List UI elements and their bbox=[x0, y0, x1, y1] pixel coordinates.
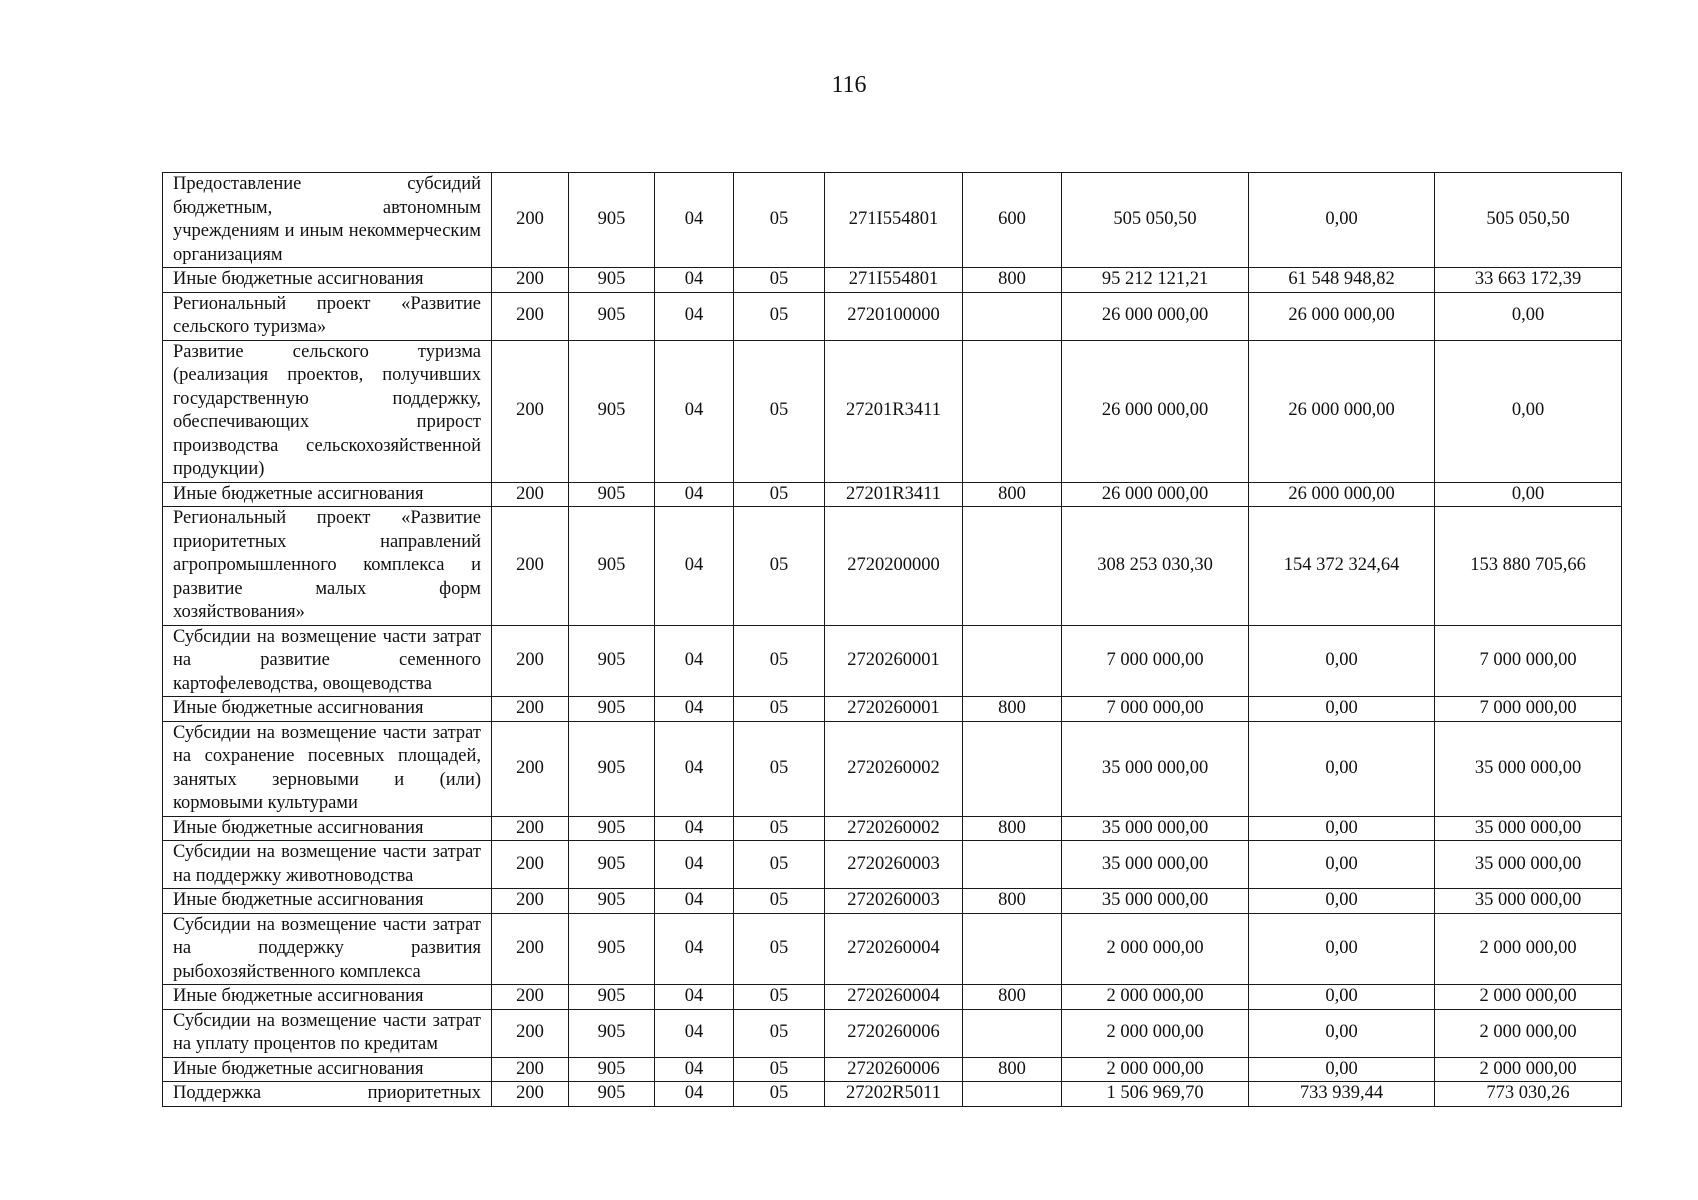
amount-federal-cell: 26 000 000,00 bbox=[1249, 482, 1435, 507]
subsection-code-cell: 05 bbox=[734, 1009, 825, 1057]
amount-federal-cell: 0,00 bbox=[1249, 985, 1435, 1010]
amount-federal-cell: 0,00 bbox=[1249, 721, 1435, 816]
section-code-cell: 200 bbox=[492, 1009, 569, 1057]
amount-total-cell: 35 000 000,00 bbox=[1062, 816, 1249, 841]
chapter-code-cell: 04 bbox=[655, 1009, 734, 1057]
amount-regional-cell: 33 663 172,39 bbox=[1435, 268, 1622, 293]
section-code-cell: 200 bbox=[492, 913, 569, 985]
table-row bbox=[163, 1082, 1622, 1107]
amount-federal-cell: 0,00 bbox=[1249, 889, 1435, 914]
target-article-cell: 2720260002 bbox=[825, 721, 963, 816]
target-article-cell: 271I554801 bbox=[825, 173, 963, 268]
ministry-code-cell: 905 bbox=[569, 889, 655, 914]
amount-federal-cell: 0,00 bbox=[1249, 173, 1435, 268]
section-code-cell: 200 bbox=[492, 482, 569, 507]
amount-federal-cell: 0,00 bbox=[1249, 841, 1435, 889]
expense-type-cell: 600 bbox=[963, 173, 1062, 268]
chapter-code-cell: 04 bbox=[655, 507, 734, 626]
section-code-cell: 200 bbox=[492, 841, 569, 889]
target-article-cell: 2720200000 bbox=[825, 507, 963, 626]
item-name-cell: Иные бюджетные ассигнования bbox=[163, 268, 492, 293]
section-code-cell: 200 bbox=[492, 507, 569, 626]
item-name-cell: Развитие сельского туризма (реализация проектов, получивших государственную поддержку, обеспечивающих прирост производства сельскохозяйственной продукции) bbox=[163, 340, 492, 482]
amount-total-cell: 2 000 000,00 bbox=[1062, 1057, 1249, 1082]
target-article-cell: 2720260002 bbox=[825, 816, 963, 841]
item-name-cell: Субсидии на возмещение части затрат на поддержку животноводства bbox=[163, 841, 492, 889]
expense-type-cell bbox=[963, 1009, 1062, 1057]
amount-regional-cell: 35 000 000,00 bbox=[1435, 889, 1622, 914]
target-article-cell: 2720260004 bbox=[825, 913, 963, 985]
item-name-cell: Иные бюджетные ассигнования bbox=[163, 889, 492, 914]
item-name-cell: Субсидии на возмещение части затрат на поддержку развития рыбохозяйственного комплекса bbox=[163, 913, 492, 985]
subsection-code-cell: 05 bbox=[734, 292, 825, 340]
expense-type-cell bbox=[963, 340, 1062, 482]
ministry-code-cell: 905 bbox=[569, 292, 655, 340]
table-row bbox=[163, 697, 1622, 722]
section-code-cell: 200 bbox=[492, 816, 569, 841]
ministry-code-cell: 905 bbox=[569, 1009, 655, 1057]
amount-federal-cell: 0,00 bbox=[1249, 625, 1435, 697]
subsection-code-cell: 05 bbox=[734, 816, 825, 841]
subsection-code-cell: 05 bbox=[734, 173, 825, 268]
ministry-code-cell: 905 bbox=[569, 1082, 655, 1107]
chapter-code-cell: 04 bbox=[655, 1057, 734, 1082]
ministry-code-cell: 905 bbox=[569, 482, 655, 507]
amount-regional-cell: 7 000 000,00 bbox=[1435, 625, 1622, 697]
chapter-code-cell: 04 bbox=[655, 292, 734, 340]
amount-federal-cell: 0,00 bbox=[1249, 1009, 1435, 1057]
amount-total-cell: 35 000 000,00 bbox=[1062, 721, 1249, 816]
section-code-cell: 200 bbox=[492, 1057, 569, 1082]
ministry-code-cell: 905 bbox=[569, 625, 655, 697]
chapter-code-cell: 04 bbox=[655, 985, 734, 1010]
amount-regional-cell: 2 000 000,00 bbox=[1435, 913, 1622, 985]
target-article-cell: 2720260001 bbox=[825, 697, 963, 722]
expense-type-cell bbox=[963, 625, 1062, 697]
chapter-code-cell: 04 bbox=[655, 913, 734, 985]
expense-type-cell bbox=[963, 292, 1062, 340]
amount-regional-cell: 0,00 bbox=[1435, 292, 1622, 340]
chapter-code-cell: 04 bbox=[655, 721, 734, 816]
expense-type-cell: 800 bbox=[963, 697, 1062, 722]
amount-total-cell: 505 050,50 bbox=[1062, 173, 1249, 268]
chapter-code-cell: 04 bbox=[655, 697, 734, 722]
chapter-code-cell: 04 bbox=[655, 482, 734, 507]
expense-type-cell: 800 bbox=[963, 985, 1062, 1010]
ministry-code-cell: 905 bbox=[569, 816, 655, 841]
ministry-code-cell: 905 bbox=[569, 340, 655, 482]
target-article-cell: 2720260004 bbox=[825, 985, 963, 1010]
table-row bbox=[163, 1057, 1622, 1082]
subsection-code-cell: 05 bbox=[734, 507, 825, 626]
target-article-cell: 27201R3411 bbox=[825, 340, 963, 482]
section-code-cell: 200 bbox=[492, 268, 569, 293]
table-row bbox=[163, 625, 1622, 697]
amount-total-cell: 7 000 000,00 bbox=[1062, 697, 1249, 722]
amount-regional-cell: 2 000 000,00 bbox=[1435, 1009, 1622, 1057]
section-code-cell: 200 bbox=[492, 985, 569, 1010]
table-row bbox=[163, 292, 1622, 340]
table-row bbox=[163, 985, 1622, 1010]
amount-total-cell: 26 000 000,00 bbox=[1062, 292, 1249, 340]
item-name-cell: Предоставление субсидий бюджетным, автономным учреждениям и иным некоммерческим организациям bbox=[163, 173, 492, 268]
expense-type-cell: 800 bbox=[963, 268, 1062, 293]
table-row bbox=[163, 268, 1622, 293]
subsection-code-cell: 05 bbox=[734, 721, 825, 816]
item-name-cell: Поддержка приоритетных bbox=[163, 1082, 492, 1107]
ministry-code-cell: 905 bbox=[569, 985, 655, 1010]
amount-total-cell: 1 506 969,70 bbox=[1062, 1082, 1249, 1107]
item-name-cell: Субсидии на возмещение части затрат на сохранение посевных площадей, занятых зерновыми и (или) кормовыми культурами bbox=[163, 721, 492, 816]
expense-type-cell bbox=[963, 841, 1062, 889]
chapter-code-cell: 04 bbox=[655, 173, 734, 268]
expense-type-cell: 800 bbox=[963, 1057, 1062, 1082]
subsection-code-cell: 05 bbox=[734, 482, 825, 507]
amount-regional-cell: 35 000 000,00 bbox=[1435, 841, 1622, 889]
target-article-cell: 27201R3411 bbox=[825, 482, 963, 507]
subsection-code-cell: 05 bbox=[734, 625, 825, 697]
item-name-cell: Иные бюджетные ассигнования bbox=[163, 1057, 492, 1082]
target-article-cell: 2720100000 bbox=[825, 292, 963, 340]
amount-federal-cell: 154 372 324,64 bbox=[1249, 507, 1435, 626]
ministry-code-cell: 905 bbox=[569, 697, 655, 722]
item-name-cell: Региональный проект «Развитие приоритетных направлений агропромышленного комплекса и развитие малых форм хозяйствования» bbox=[163, 507, 492, 626]
table-row bbox=[163, 913, 1622, 985]
amount-regional-cell: 2 000 000,00 bbox=[1435, 985, 1622, 1010]
target-article-cell: 2720260006 bbox=[825, 1057, 963, 1082]
amount-total-cell: 308 253 030,30 bbox=[1062, 507, 1249, 626]
ministry-code-cell: 905 bbox=[569, 173, 655, 268]
amount-regional-cell: 0,00 bbox=[1435, 482, 1622, 507]
item-name-cell: Региональный проект «Развитие сельского туризма» bbox=[163, 292, 492, 340]
table-row bbox=[163, 507, 1622, 626]
subsection-code-cell: 05 bbox=[734, 889, 825, 914]
chapter-code-cell: 04 bbox=[655, 340, 734, 482]
item-name-cell: Иные бюджетные ассигнования bbox=[163, 985, 492, 1010]
subsection-code-cell: 05 bbox=[734, 268, 825, 293]
amount-regional-cell: 0,00 bbox=[1435, 340, 1622, 482]
amount-federal-cell: 0,00 bbox=[1249, 1057, 1435, 1082]
target-article-cell: 2720260006 bbox=[825, 1009, 963, 1057]
amount-total-cell: 2 000 000,00 bbox=[1062, 985, 1249, 1010]
amount-federal-cell: 0,00 bbox=[1249, 697, 1435, 722]
table-row bbox=[163, 721, 1622, 816]
section-code-cell: 200 bbox=[492, 697, 569, 722]
ministry-code-cell: 905 bbox=[569, 913, 655, 985]
chapter-code-cell: 04 bbox=[655, 268, 734, 293]
amount-regional-cell: 773 030,26 bbox=[1435, 1082, 1622, 1107]
section-code-cell: 200 bbox=[492, 625, 569, 697]
table-row bbox=[163, 340, 1622, 482]
amount-total-cell: 7 000 000,00 bbox=[1062, 625, 1249, 697]
amount-regional-cell: 35 000 000,00 bbox=[1435, 816, 1622, 841]
section-code-cell: 200 bbox=[492, 1082, 569, 1107]
ministry-code-cell: 905 bbox=[569, 507, 655, 626]
item-name-cell: Иные бюджетные ассигнования bbox=[163, 697, 492, 722]
amount-total-cell: 35 000 000,00 bbox=[1062, 841, 1249, 889]
table-row bbox=[163, 482, 1622, 507]
amount-federal-cell: 26 000 000,00 bbox=[1249, 292, 1435, 340]
amount-federal-cell: 61 548 948,82 bbox=[1249, 268, 1435, 293]
amount-total-cell: 2 000 000,00 bbox=[1062, 1009, 1249, 1057]
item-name-cell: Иные бюджетные ассигнования bbox=[163, 482, 492, 507]
ministry-code-cell: 905 bbox=[569, 268, 655, 293]
page-number: 116 bbox=[831, 72, 867, 98]
chapter-code-cell: 04 bbox=[655, 889, 734, 914]
table-row bbox=[163, 816, 1622, 841]
chapter-code-cell: 04 bbox=[655, 816, 734, 841]
ministry-code-cell: 905 bbox=[569, 841, 655, 889]
table-row bbox=[163, 173, 1622, 268]
expense-type-cell bbox=[963, 913, 1062, 985]
table-row bbox=[163, 889, 1622, 914]
chapter-code-cell: 04 bbox=[655, 1082, 734, 1107]
ministry-code-cell: 905 bbox=[569, 721, 655, 816]
amount-total-cell: 26 000 000,00 bbox=[1062, 482, 1249, 507]
amount-total-cell: 35 000 000,00 bbox=[1062, 889, 1249, 914]
table-row bbox=[163, 841, 1622, 889]
ministry-code-cell: 905 bbox=[569, 1057, 655, 1082]
section-code-cell: 200 bbox=[492, 721, 569, 816]
target-article-cell: 2720260001 bbox=[825, 625, 963, 697]
amount-regional-cell: 2 000 000,00 bbox=[1435, 1057, 1622, 1082]
chapter-code-cell: 04 bbox=[655, 625, 734, 697]
section-code-cell: 200 bbox=[492, 173, 569, 268]
amount-regional-cell: 505 050,50 bbox=[1435, 173, 1622, 268]
expense-type-cell bbox=[963, 1082, 1062, 1107]
expense-type-cell bbox=[963, 507, 1062, 626]
item-name-cell: Иные бюджетные ассигнования bbox=[163, 816, 492, 841]
chapter-code-cell: 04 bbox=[655, 841, 734, 889]
amount-federal-cell: 0,00 bbox=[1249, 816, 1435, 841]
amount-federal-cell: 0,00 bbox=[1249, 913, 1435, 985]
section-code-cell: 200 bbox=[492, 292, 569, 340]
target-article-cell: 271I554801 bbox=[825, 268, 963, 293]
amount-total-cell: 2 000 000,00 bbox=[1062, 913, 1249, 985]
target-article-cell: 27202R5011 bbox=[825, 1082, 963, 1107]
budget-allocation-table bbox=[162, 172, 1622, 1107]
expense-type-cell bbox=[963, 721, 1062, 816]
subsection-code-cell: 05 bbox=[734, 985, 825, 1010]
expense-type-cell: 800 bbox=[963, 482, 1062, 507]
item-name-cell: Субсидии на возмещение части затрат на уплату процентов по кредитам bbox=[163, 1009, 492, 1057]
subsection-code-cell: 05 bbox=[734, 697, 825, 722]
table-body bbox=[163, 173, 1622, 1107]
amount-regional-cell: 7 000 000,00 bbox=[1435, 697, 1622, 722]
amount-total-cell: 95 212 121,21 bbox=[1062, 268, 1249, 293]
amount-regional-cell: 35 000 000,00 bbox=[1435, 721, 1622, 816]
subsection-code-cell: 05 bbox=[734, 1082, 825, 1107]
target-article-cell: 2720260003 bbox=[825, 841, 963, 889]
amount-regional-cell: 153 880 705,66 bbox=[1435, 507, 1622, 626]
section-code-cell: 200 bbox=[492, 889, 569, 914]
expense-type-cell: 800 bbox=[963, 816, 1062, 841]
subsection-code-cell: 05 bbox=[734, 340, 825, 482]
subsection-code-cell: 05 bbox=[734, 913, 825, 985]
table-row bbox=[163, 1009, 1622, 1057]
amount-total-cell: 26 000 000,00 bbox=[1062, 340, 1249, 482]
target-article-cell: 2720260003 bbox=[825, 889, 963, 914]
item-name-cell: Субсидии на возмещение части затрат на развитие семенного картофелеводства, овощеводства bbox=[163, 625, 492, 697]
amount-federal-cell: 733 939,44 bbox=[1249, 1082, 1435, 1107]
subsection-code-cell: 05 bbox=[734, 841, 825, 889]
section-code-cell: 200 bbox=[492, 340, 569, 482]
expense-type-cell: 800 bbox=[963, 889, 1062, 914]
subsection-code-cell: 05 bbox=[734, 1057, 825, 1082]
amount-federal-cell: 26 000 000,00 bbox=[1249, 340, 1435, 482]
